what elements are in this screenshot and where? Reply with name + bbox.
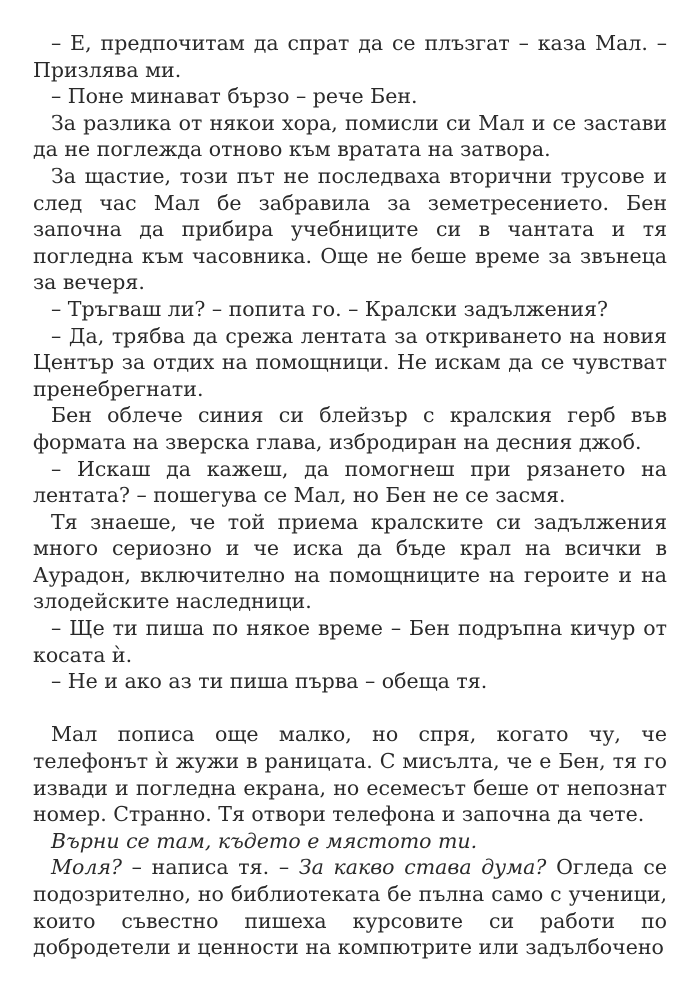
paragraph-6: – Да, трябва да срежа лентата за откриването на новия Център за отдих на помощници. Не искам да се чувстват пренебрегнати. bbox=[33, 323, 667, 401]
paragraph-12: Мал пописа още малко, но спря, когато чу, че телефонът ѝ жужи в раницата. С мисълта, че е Бен, тя го извади и погледна екрана, но есемесът беше от непознат номер. Странно. Тя отвори телефона и започна да чете. bbox=[33, 722, 667, 827]
paragraph-8: – Искаш да кажеш, да помогнеш при рязането на лентата? – пошегува се Мал, но Бен не се засмя. bbox=[33, 456, 667, 508]
paragraph-7: Бен облече синия си блейзър с кралския герб във формата на зверска глава, избродиран на десния джоб. bbox=[33, 403, 667, 454]
paragraph-1: – Е, предпочитам да спрат да се плъзгат – каза Мал. – Призлява ми. bbox=[33, 31, 667, 82]
paragraph-3: За разлика от някои хора, помисли си Мал и се застави да не поглежда отново към вратата на затвора. bbox=[33, 110, 667, 162]
paragraph-11: – Не и ако аз ти пиша първа – обеща тя. bbox=[51, 669, 488, 694]
paragraph-10: – Ще ти пиша по някое време – Бен подръпна кичур от косата ѝ. bbox=[33, 616, 667, 667]
last-paragraph-part-2: – написа тя. – bbox=[121, 855, 299, 880]
italic-message-line: Върни се там, където е мястото ти. bbox=[51, 828, 478, 853]
paragraph-5: – Тръгваш ли? – попита го. – Кралски задължения? bbox=[51, 296, 608, 321]
paragraph-last bbox=[33, 854, 667, 960]
last-paragraph-part-4: Огледа се подозрително, но библиотеката бе пълна само с ученици, които съвестно пишеха курсовите си работи по добродетели и ценности на компютрите или задълбочено bbox=[33, 855, 667, 960]
paragraph-4: За щастие, този път не последваха вторични трусове и след час Мал бе забравила за земетресението. Бен започна да прибира учебниците си в чантата и тя погледна към часовника. Още не беше време за звънеца за вечеря. bbox=[33, 163, 667, 295]
paragraph-2: – Поне минават бързо – рече Бен. bbox=[51, 84, 418, 109]
last-paragraph-part-1: Моля? bbox=[51, 855, 122, 880]
last-paragraph-part-3: За какво става дума? bbox=[298, 855, 547, 880]
paragraph-9: Тя знаеше, че той приема кралските си задължения много сериозно и че иска да бъде крал на всички в Аурадон, включително на помощниците на героите и на злодейските наследници. bbox=[33, 509, 667, 614]
page-text bbox=[33, 30, 667, 961]
